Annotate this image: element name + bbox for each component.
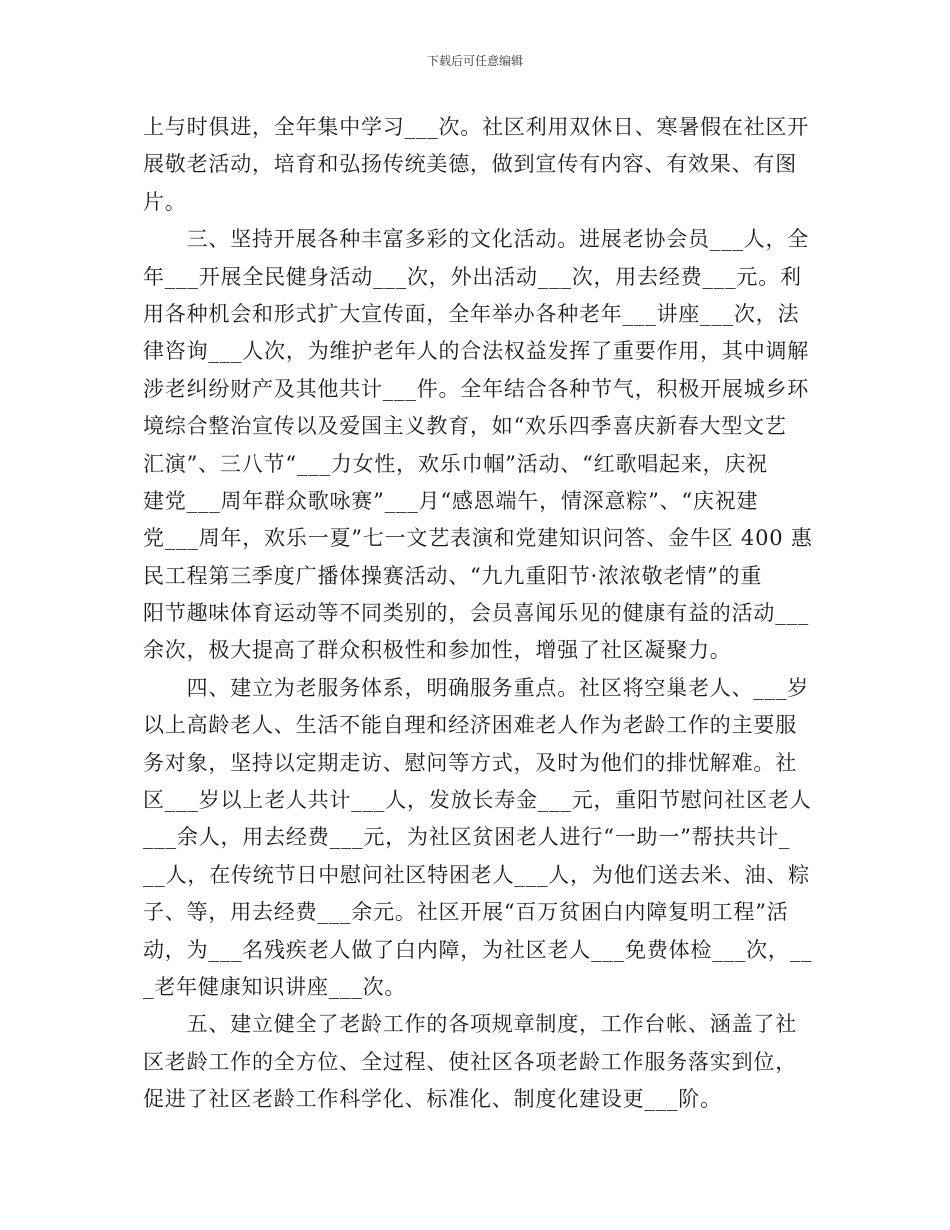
text-line: 建党___周年群众歌咏赛”___月“感恩端午，情深意粽”、“庆祝建 [143,488,759,513]
paragraph-section-three [143,221,813,670]
text-line: 以上高龄老人、生活不能自理和经济困难老人作为老龄工作的主要服 [143,713,797,738]
text-line: 涉老纠纷财产及其他共计___件。全年结合各种节气，积极开展城乡环 [143,376,810,401]
text-line: 汇演”、三八节“___力女性，欢乐巾帼”活动、“红歌唱起来，庆祝 [143,451,769,476]
text-line: __人，在传统节日中慰问社区特困老人___人，为他们送去米、油、粽 [143,862,810,887]
text-line: 展敬老活动，培育和弘扬传统美德，做到宣传有内容、有效果、有图 [143,152,797,177]
text-line: ___余人，用去经费___元，为社区贫困老人进行“一助一”帮扶共计_ [143,825,791,850]
text-line: 阳节趣味体育运动等不同类别的，会员喜闻乐见的健康有益的活动___ [143,601,810,626]
text-line: 境综合整治宣传以及爱国主义教育，如“欢乐四季喜庆新春大型文艺 [143,414,787,439]
text-line: 民工程第三季度广播体操赛活动、“九九重阳节·浓浓敬老情”的重 [143,563,763,588]
text-line: 年___开展全民健身活动___次，外出活动___次，用去经费___元。利 [143,264,802,289]
text-line: 促进了社区老龄工作科学化、标准化、制度化建设更___阶。 [143,1087,722,1112]
text-line: 上与时俱进，全年集中学习___次。社区利用双休日、寒暑假在社区开 [143,115,810,139]
text-line: 余次，极大提高了群众积极性和参加性，增强了社区凝聚力。 [143,638,732,663]
text-line: 四、建立为老服务体系，明确服务重点。社区将空巢老人、___岁 [143,675,810,700]
paragraph-section-four [143,670,813,1007]
text-line: 片。 [143,189,187,214]
text-line: 五、建立健全了老龄工作的各项规章制度，工作台帐、涵盖了社 [143,1012,797,1037]
page-header-note: 下载后可任意编辑 [426,54,523,68]
text-line: 区老龄工作的全方位、全过程、使社区各项老龄工作服务落实到位， [143,1049,797,1074]
text-line: 三、坚持开展各种丰富多彩的文化活动。进展老协会员___人，全 [143,227,810,252]
text-line: _老年健康知识讲座___次。 [143,974,407,999]
text-line: 动，为___名残疾老人做了白内障，为社区老人___免费体检___次，__ [143,937,813,962]
text-line: 区___岁以上老人共计___人，发放长寿金___元，重阳节慰问社区老人 [143,788,812,813]
text-line: 务对象，坚持以定期走访、慰问等方式，及时为他们的排忧解难。社 [143,750,797,775]
document-body [143,109,813,1119]
text-line: 用各种机会和形式扩大宣传面，全年举办各种老年___讲座___次，法 [143,301,800,326]
text-line: 律咨询___人次，为维护老年人的合法权益发挥了重要作用，其中调解 [143,339,810,364]
paragraph-1 [143,109,813,221]
text-line: 子、等，用去经费___余元。社区开展“百万贫困白内障复明工程”活 [143,900,789,925]
paragraph-section-five [143,1006,813,1118]
text-line: 党___周年，欢乐一夏”七一文艺表演和党建知识问答、金牛区 400 惠 [143,526,813,551]
